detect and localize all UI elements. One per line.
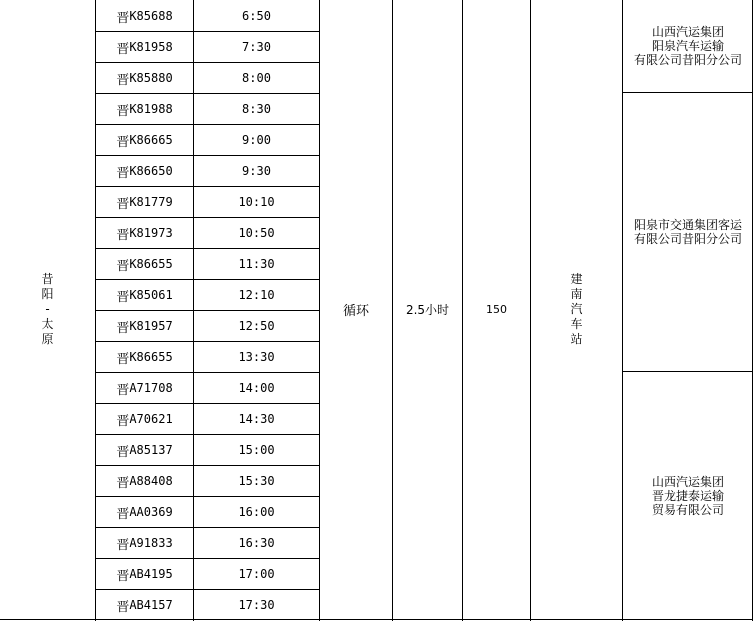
route-char: 昔: [41, 272, 54, 286]
plate-cell: [96, 218, 193, 248]
company-line: 阳泉汽车运输: [651, 39, 724, 53]
departure-time: 14:00: [238, 381, 275, 395]
plate-cell: [96, 94, 193, 124]
station-cell: [531, 0, 622, 619]
plate-cell: [96, 466, 193, 496]
plate-number: K86655: [129, 350, 173, 364]
plate-cell: [96, 590, 193, 620]
departure-time: 9:00: [242, 133, 271, 147]
company-line: 有限公司昔阳分公司: [633, 53, 742, 67]
plate-prefix: 晋: [116, 475, 130, 491]
company-cell: [623, 93, 753, 371]
departure-time: 17:00: [238, 567, 275, 581]
plate-number: AB4195: [129, 567, 173, 581]
departure-time: 14:30: [238, 412, 275, 426]
plate-number: A71708: [129, 381, 173, 395]
plate-prefix: 晋: [116, 10, 130, 26]
departure-time: 7:30: [242, 40, 271, 54]
station-char: 车: [570, 317, 583, 331]
plate-prefix: 晋: [116, 351, 130, 367]
plate-number: A88408: [129, 474, 173, 488]
station-char: 建: [570, 272, 583, 286]
duration-cell: 2.5小时: [405, 303, 450, 317]
company-line: 山西汽运集团: [651, 474, 724, 489]
plate-number: K85880: [129, 71, 173, 85]
plate-prefix: 晋: [116, 289, 130, 305]
plate-prefix: 晋: [116, 103, 130, 119]
plate-number: K81957: [129, 319, 173, 333]
plate-prefix: 晋: [116, 506, 130, 522]
route-char: 原: [41, 332, 54, 346]
company-line: 山西汽运集团: [651, 25, 724, 39]
plate-number: K86655: [129, 257, 173, 271]
departure-time: 12:50: [238, 319, 275, 333]
plate-number: K81988: [129, 102, 173, 116]
company-cell: [623, 372, 753, 619]
station-char: 南: [570, 287, 583, 301]
departure-time: 15:30: [238, 474, 275, 488]
plate-prefix: 晋: [116, 382, 130, 398]
plate-cell: [96, 280, 193, 310]
plate-number: K86665: [129, 133, 173, 147]
plate-prefix: 晋: [116, 258, 130, 274]
company-cell: [623, 0, 753, 92]
plate-number: A85137: [129, 443, 173, 457]
plate-cell: [96, 1, 193, 31]
route-char: -: [45, 302, 50, 316]
departure-time: 13:30: [238, 350, 275, 364]
company-line: 有限公司昔阳分公司: [633, 232, 742, 246]
plate-prefix: 晋: [116, 320, 130, 336]
company-line: 阳泉市交通集团客运: [633, 218, 742, 232]
plate-prefix: 晋: [116, 196, 130, 212]
plate-number: K85061: [129, 288, 173, 302]
route-cell: [0, 0, 95, 619]
plate-prefix: 晋: [116, 227, 130, 243]
plate-number: K85688: [129, 9, 173, 23]
plate-cell: [96, 156, 193, 186]
plate-cell: [96, 32, 193, 62]
plate-number: K81958: [129, 40, 173, 54]
plate-cell: [96, 497, 193, 527]
plate-cell: [96, 125, 193, 155]
company-line: 贸易有限公司: [651, 502, 724, 517]
plate-cell: [96, 311, 193, 341]
plate-cell: [96, 63, 193, 93]
plate-prefix: 晋: [116, 165, 130, 181]
departure-time: 11:30: [238, 257, 275, 271]
departure-time: 10:10: [238, 195, 275, 209]
distance-cell: 150: [486, 303, 507, 316]
plate-number: K81973: [129, 226, 173, 240]
plate-prefix: 晋: [116, 444, 130, 460]
departure-time: 10:50: [238, 226, 275, 240]
plate-prefix: 晋: [116, 413, 130, 429]
plate-cell: [96, 187, 193, 217]
plate-prefix: 晋: [116, 72, 130, 88]
plate-cell: [96, 528, 193, 558]
plate-number: K86650: [129, 164, 173, 178]
plate-cell: [96, 249, 193, 279]
plate-number: A70621: [129, 412, 173, 426]
station-char: 汽: [570, 302, 583, 316]
departure-time: 6:50: [242, 9, 271, 23]
company-line: 晋龙捷泰运输: [651, 488, 724, 503]
plate-number: AA0369: [129, 505, 173, 519]
departure-time: 16:00: [238, 505, 275, 519]
plate-cell: [96, 373, 193, 403]
plate-prefix: 晋: [116, 41, 130, 57]
route-char: 太: [41, 317, 54, 331]
departure-time: 8:30: [242, 102, 271, 116]
plate-cell: [96, 404, 193, 434]
plate-prefix: 晋: [116, 134, 130, 150]
departure-time: 17:30: [238, 598, 275, 612]
departure-time: 12:10: [238, 288, 275, 302]
plate-cell: [96, 342, 193, 372]
departure-time: 9:30: [242, 164, 271, 178]
plate-cell: [96, 559, 193, 589]
plate-number: K81779: [129, 195, 173, 209]
plate-prefix: 晋: [116, 568, 130, 584]
plate-prefix: 晋: [116, 537, 130, 553]
route-char: 阳: [41, 287, 54, 301]
departure-time: 16:30: [238, 536, 275, 550]
plate-prefix: 晋: [116, 599, 130, 615]
plate-number: AB4157: [129, 598, 173, 612]
departure-time: 8:00: [242, 71, 271, 85]
mode-cell: 循环: [342, 304, 369, 319]
plate-cell: [96, 435, 193, 465]
station-char: 站: [570, 332, 583, 346]
plate-number: A91833: [129, 536, 173, 550]
departure-time: 15:00: [238, 443, 275, 457]
